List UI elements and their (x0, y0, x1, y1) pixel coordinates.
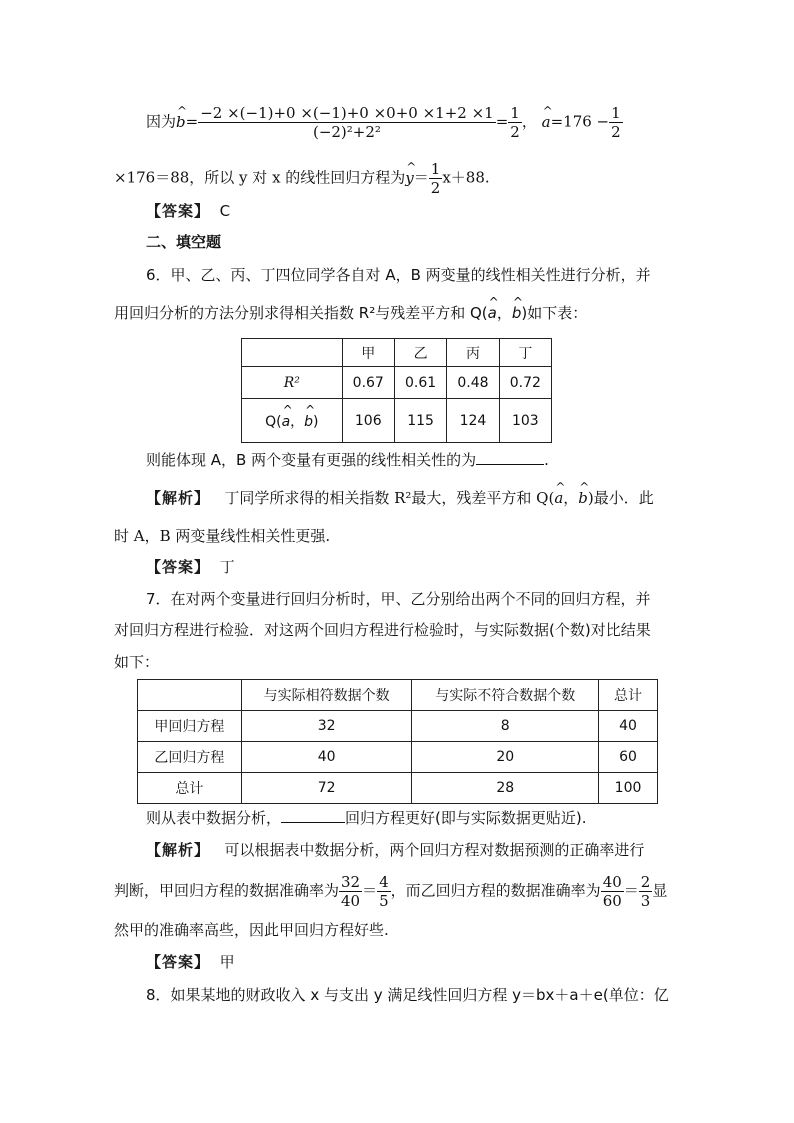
q7-table (137, 679, 658, 804)
y-hat: ^ y (405, 168, 413, 188)
table-row: Q(^ a，^ b) 106 115 124 103 (242, 399, 552, 443)
q6-answer: 【答案】 丁 (146, 558, 235, 576)
q7-question: 则从表中数据分析， 回归方程更好(即与实际数据更贴近). (146, 809, 587, 827)
answer-blank (281, 808, 345, 823)
q7-answer: 【答案】 甲 (146, 953, 235, 971)
q7-analysis-line2: 判断，甲回归方程的数据准确率为 $\frac{32}{40}$ ＝ $\frac{4}{5}$ ，而乙回归方程的数据准确率为 $\frac{40}{60}$ ＝ $\frac{2}{3}$ 显 (114, 873, 668, 910)
q7-analysis-line1: 【解析】 可以根据表中数据分析，两个回归方程对数据预测的正确率进行 (146, 841, 645, 859)
q7-line2: 对回归方程进行检验．对这两个回归方程进行检验时，与实际数据(个数)对比结果 (114, 621, 651, 639)
half-fraction-3: $\frac{1}{2}$ (430, 160, 441, 197)
table-row: 总计 72 28 100 (138, 773, 658, 804)
q5-answer: 【答案】 C (146, 202, 231, 220)
q7-line3: 如下： (114, 653, 160, 671)
q6-line1: 6．甲、乙、丙、丁四位同学各自对 A，B 两变量的线性相关性进行分析，并 (146, 266, 651, 284)
q5-solution-line1: 因为^ b= $\frac{-2 \times(-1)+0 \times(-1)+0 \times 0+0 \times 1+2 \times 1}{\text{(−2)²+2²}}$ = $\frac{1}{2}$ ， ^ a=176 − $\frac{1}{2}$ (146, 104, 623, 141)
q8-line1: 8．如果某地的财政收入 x 与支出 y 满足线性回归方程 y＝bx＋a＋e(单位：亿 (146, 986, 669, 1004)
table-row: 乙回归方程 40 20 60 (138, 742, 658, 773)
a-hat: ^ a (542, 112, 551, 132)
answer-blank (476, 450, 544, 465)
q5-solution-line2: ×176＝88，所以 y 对 x 的线性回归方程为^ y＝ $\frac{1}{2}$ x＋88. (114, 160, 490, 197)
q7-analysis-line3: 然甲的准确率高些，因此甲回归方程好些. (114, 921, 389, 939)
q7-line1: 7．在对两个变量进行回归分析时，甲、乙分别给出两个不同的回归方程，并 (146, 590, 651, 608)
table-row: 甲 乙 丙 丁 (242, 339, 552, 367)
b-hat: ^ b (176, 112, 186, 132)
half-fraction-2: $\frac{1}{2}$ (611, 104, 621, 141)
half-fraction: $\frac{1}{2}$ (510, 104, 520, 141)
table-row: 甲回归方程 32 8 40 (138, 711, 658, 742)
q6-question: 则能体现 A，B 两个变量有更强的线性相关性的为 . (146, 451, 549, 469)
section-title: 二、填空题 (146, 233, 222, 251)
q6-table (241, 338, 552, 443)
q6-analysis-line2: 时 A，B 两变量线性相关性更强. (114, 527, 331, 545)
table-row: 与实际相符数据个数 与实际不符合数据个数 总计 (138, 680, 658, 711)
q6-line2: 用回归分析的方法分别求得相关指数 R²与残差平方和 Q(^ a，^ b)如下表： (114, 303, 587, 323)
q6-analysis-line1: 【解析】 丁同学所求得的相关指数 R²最大，残差平方和 Q(^ a，^ b)最小．此 (146, 488, 654, 508)
table-row: R² 0.67 0.61 0.48 0.72 (242, 367, 552, 399)
slope-fraction: $\frac{-2 \times(-1)+0 \times(-1)+0 \times 0+0 \times 1+2 \times 1}{\text{(−2)²+2²}}$ (200, 104, 494, 141)
